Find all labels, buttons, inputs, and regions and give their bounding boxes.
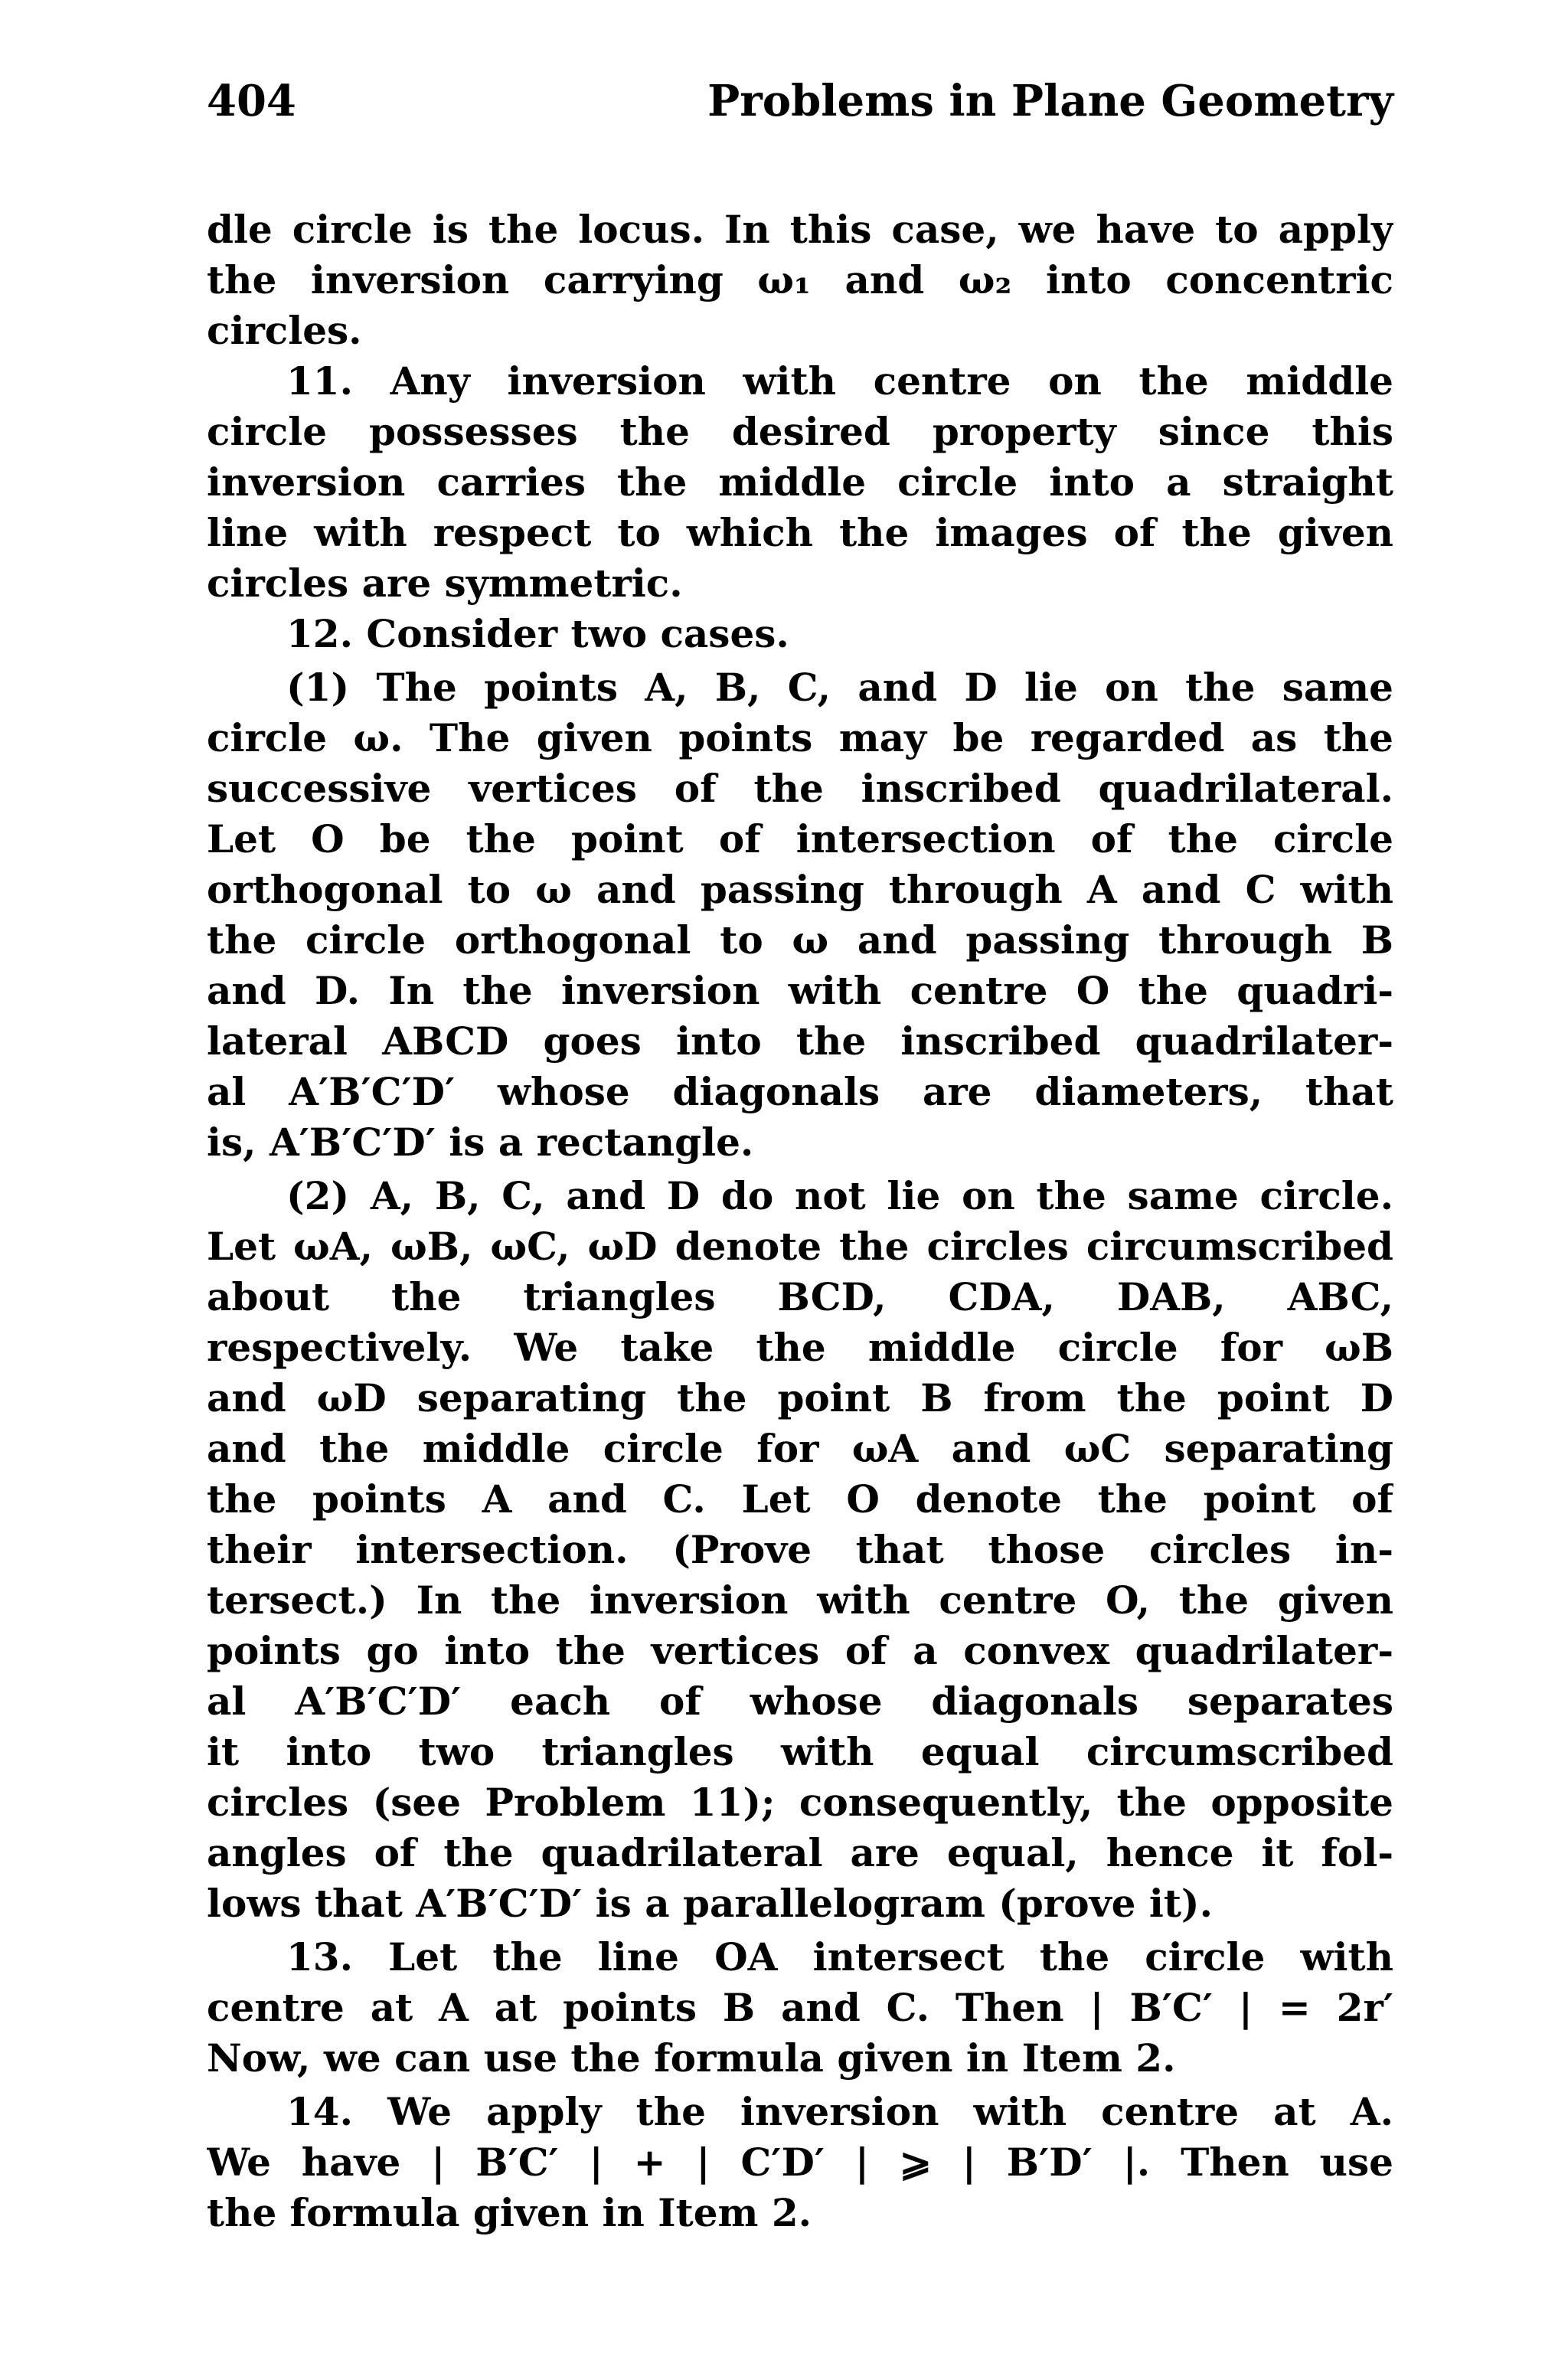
text-line: circle possesses the desired property since this bbox=[207, 409, 1393, 454]
text-line: the formula given in Item 2. bbox=[207, 2190, 812, 2235]
text-line: it into two triangles with equal circumscribed bbox=[207, 1729, 1393, 1774]
text-line: 12. Consider two cases. bbox=[286, 611, 789, 656]
text-line: is, A′B′C′D′ is a rectangle. bbox=[207, 1120, 754, 1165]
text-line: tersect.) In the inversion with centre O, the given bbox=[207, 1577, 1393, 1623]
text-line: inversion carries the middle circle into a straight bbox=[207, 459, 1393, 505]
text-line: dle circle is the locus. In this case, we have to apply bbox=[207, 207, 1393, 252]
text-line: Let O be the point of intersection of the circle bbox=[207, 816, 1393, 861]
page-header bbox=[207, 70, 1393, 132]
text-line: 11. Any inversion with centre on the middle bbox=[286, 358, 1393, 404]
text-line: Now, we can use the formula given in Item 2. bbox=[207, 2035, 1176, 2081]
text-line: circles. bbox=[207, 308, 362, 353]
text-line: centre at A at points B and C. Then | B′C′ | = 2r′ bbox=[207, 1985, 1393, 2030]
page-number: 404 bbox=[207, 76, 296, 126]
text-line: and the middle circle for ωA and ωC separating bbox=[207, 1426, 1393, 1471]
text-line: 14. We apply the inversion with centre at A. bbox=[286, 2089, 1393, 2134]
text-line: lateral ABCD goes into the inscribed quadrilater- bbox=[207, 1018, 1393, 1064]
text-line: orthogonal to ω and passing through A and C with bbox=[207, 867, 1393, 912]
text-line: and ωD separating the point B from the point D bbox=[207, 1375, 1393, 1420]
text-line: angles of the quadrilateral are equal, hence it fol- bbox=[207, 1830, 1393, 1875]
text-line: the circle orthogonal to ω and passing through B bbox=[207, 917, 1393, 963]
text-line: circles are symmetric. bbox=[207, 561, 683, 606]
text-line: We have | B′C′ | + | C′D′ | ⩾ | B′D′ |. Then use bbox=[207, 2140, 1393, 2185]
text-line: their intersection. (Prove that those circles in- bbox=[207, 1527, 1393, 1572]
text-line: about the triangles BCD, CDA, DAB, ABC, bbox=[207, 1274, 1393, 1319]
text-line: line with respect to which the images of the given bbox=[207, 510, 1393, 555]
text-line: successive vertices of the inscribed quadrilateral. bbox=[207, 766, 1393, 811]
text-line: the inversion carrying ω₁ and ω₂ into concentric bbox=[207, 257, 1393, 302]
text-line: 13. Let the line OA intersect the circle with bbox=[286, 1934, 1393, 1980]
text-line: al A′B′C′D′ each of whose diagonals separates bbox=[207, 1679, 1393, 1724]
text-line: lows that A′B′C′D′ is a parallelogram (prove it). bbox=[207, 1881, 1213, 1926]
text-line: the points A and C. Let O denote the point of bbox=[207, 1476, 1393, 1522]
page-body bbox=[207, 205, 1393, 2273]
running-head: Problems in Plane Geometry bbox=[707, 76, 1393, 126]
text-line: (2) A, B, C, and D do not lie on the same circle. bbox=[286, 1173, 1393, 1218]
text-line: al A′B′C′D′ whose diagonals are diameters, that bbox=[207, 1069, 1393, 1114]
text-line: respectively. We take the middle circle for ωB bbox=[207, 1325, 1393, 1370]
text-line: Let ωA, ωB, ωC, ωD denote the circles circumscribed bbox=[207, 1224, 1393, 1269]
text-line: points go into the vertices of a convex quadrilater- bbox=[207, 1628, 1393, 1673]
text-line: circles (see Problem 11); consequently, the opposite bbox=[207, 1780, 1393, 1825]
text-line: circle ω. The given points may be regarded as the bbox=[207, 715, 1393, 760]
text-line: and D. In the inversion with centre O the quadri- bbox=[207, 968, 1393, 1013]
text-line: (1) The points A, B, C, and D lie on the same bbox=[286, 665, 1393, 710]
